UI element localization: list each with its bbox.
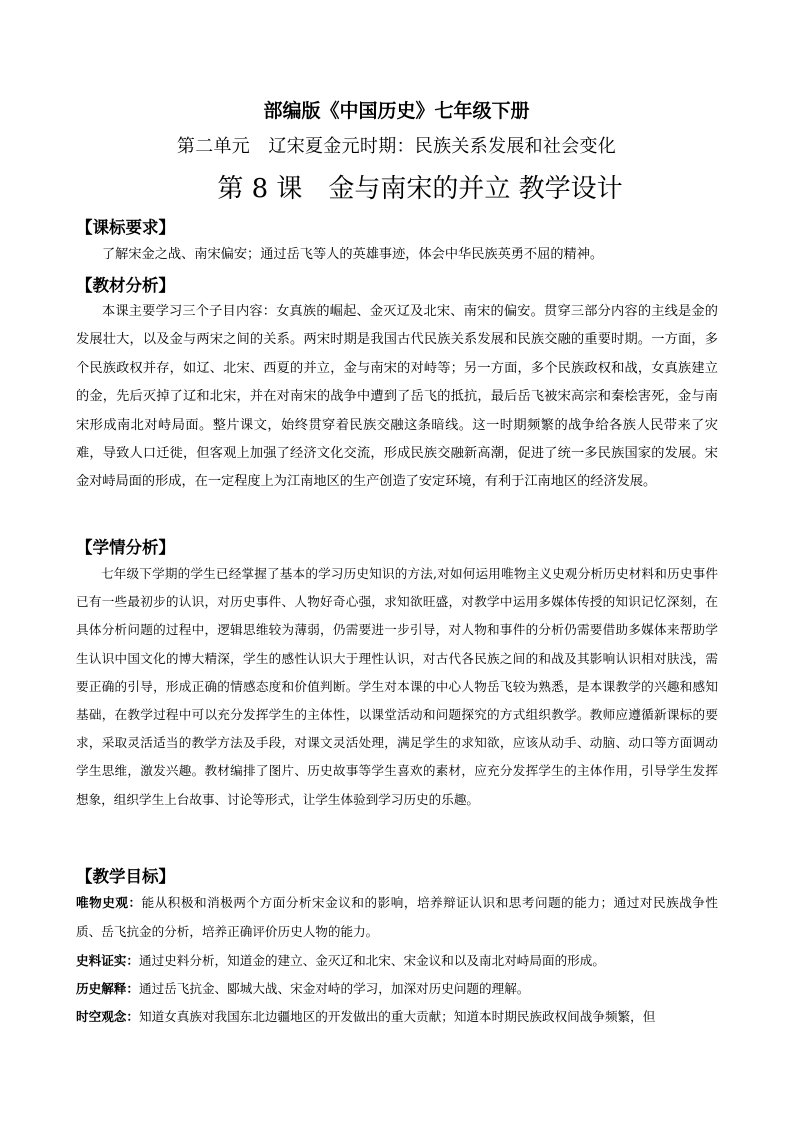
unit-title: 第二单元 辽宋夏金元时期：民族关系发展和社会变化 — [176, 136, 617, 157]
objective-item: 时空观念：知道女真族对我国东北边疆地区的开发做出的重大贡献；知道本时期民族政权间战争频繁，但 — [76, 1009, 656, 1024]
curriculum-text: 了解宋金之战、南宋偏安；通过岳飞等人的英雄事迹，体会中华民族英勇不屈的精神。 — [102, 247, 604, 262]
objective-item: 历史解释：通过岳飞抗金、郾城大战、宋金对峙的学习，加深对历史问题的理解。 — [76, 981, 530, 996]
lesson-title: 第 8 课 金与南宋的并立 教学设计 — [217, 174, 623, 204]
students-heading: 【学情分析】 — [76, 538, 175, 557]
textbook-text: 本课主要学习三个子目内容：女真族的崛起、金灭辽及北宋、南宋的偏安。贯穿三部分内容的主线是金的发展壮大，以及金与两宋之间的关系。两宋时期是我国古代民族关系发展和民族交融的重要时期。一方面，多个民族政权并存，如辽、北宋、西夏的并立，金与南宋的对峙等；另一方面，多个民族政权和战，女真族建立的金，先后灭掉了辽和北宋，并在对南宋的战争中遭到了岳飞的抵抗，最后岳飞被宋高宗和秦桧害死，金与南宋形成南北对峙局面。整片课文，始终贯穿着民族交融这条暗线。这一时期频繁的战争给各族人民带来了灾难，导致人口迁徙，但客观上加强了经济文化交流，形成民族交融新高潮，促进了统一多民族国家的发展。宋金对峙局面的形成，在一定程度上为江南地区的生产创造了安定环境，有利于江南地区的经济发展。 — [76, 304, 718, 490]
series-title: 部编版《中国历史》七年级下册 — [263, 100, 530, 122]
objectives-heading: 【教学目标】 — [76, 867, 175, 886]
objective-item: 唯物史观：能从积极和消极两个方面分析宋金议和的影响，培养辩证认识和思考问题的能力；通过对民族战争性质、岳飞抗金的分析，培养正确评价历史人物的能力。 — [76, 895, 719, 939]
students-text: 七年级下学期的学生已经掌握了基本的学习历史知识的方法,对如何运用唯物主义史观分析历史材料和历史事件已有一些最初步的认识，对历史事件、人物好奇心强，求知欲旺盛，对教学中运用多媒体传授的知识记忆深刻，在具体分析问题的过程中，逻辑思维较为薄弱，仍需要进一步引导，对人物和事件的分析仍需要借助多媒体来帮助学生认识中国文化的博大精深，学生的感性认识大于理性认识，对古代各民族之间的和战及其影响认识相对肤浅，需要正确的引导，形成正确的情感态度和价值判断。学生对本课的中心人物岳飞较为熟悉，是本课教学的兴趣和感知基础，在教学过程中可以充分发挥学生的主体性，以课堂活动和问题探究的方式组织教学。教师应遵循新课标的要求，采取灵活适当的教学方法及手段，对课文灵活处理，满足学生的求知欲，应该从动手、动脑、动口等方面调动学生思维，激发兴趣。教材编排了图片、历史故事等学生喜欢的素材，应充分发挥学生的主体作用，引导学生发挥想象，组织学生上台故事、讨论等形式，让学生体验到学习历史的乐趣。 — [76, 566, 718, 807]
objective-item: 史料证实：通过史料分析，知道金的建立、金灭辽和北宋、宋金议和以及南北对峙局面的形成。 — [76, 953, 605, 968]
curriculum-heading: 【课标要求】 — [76, 218, 175, 237]
textbook-heading: 【教材分析】 — [76, 276, 175, 295]
